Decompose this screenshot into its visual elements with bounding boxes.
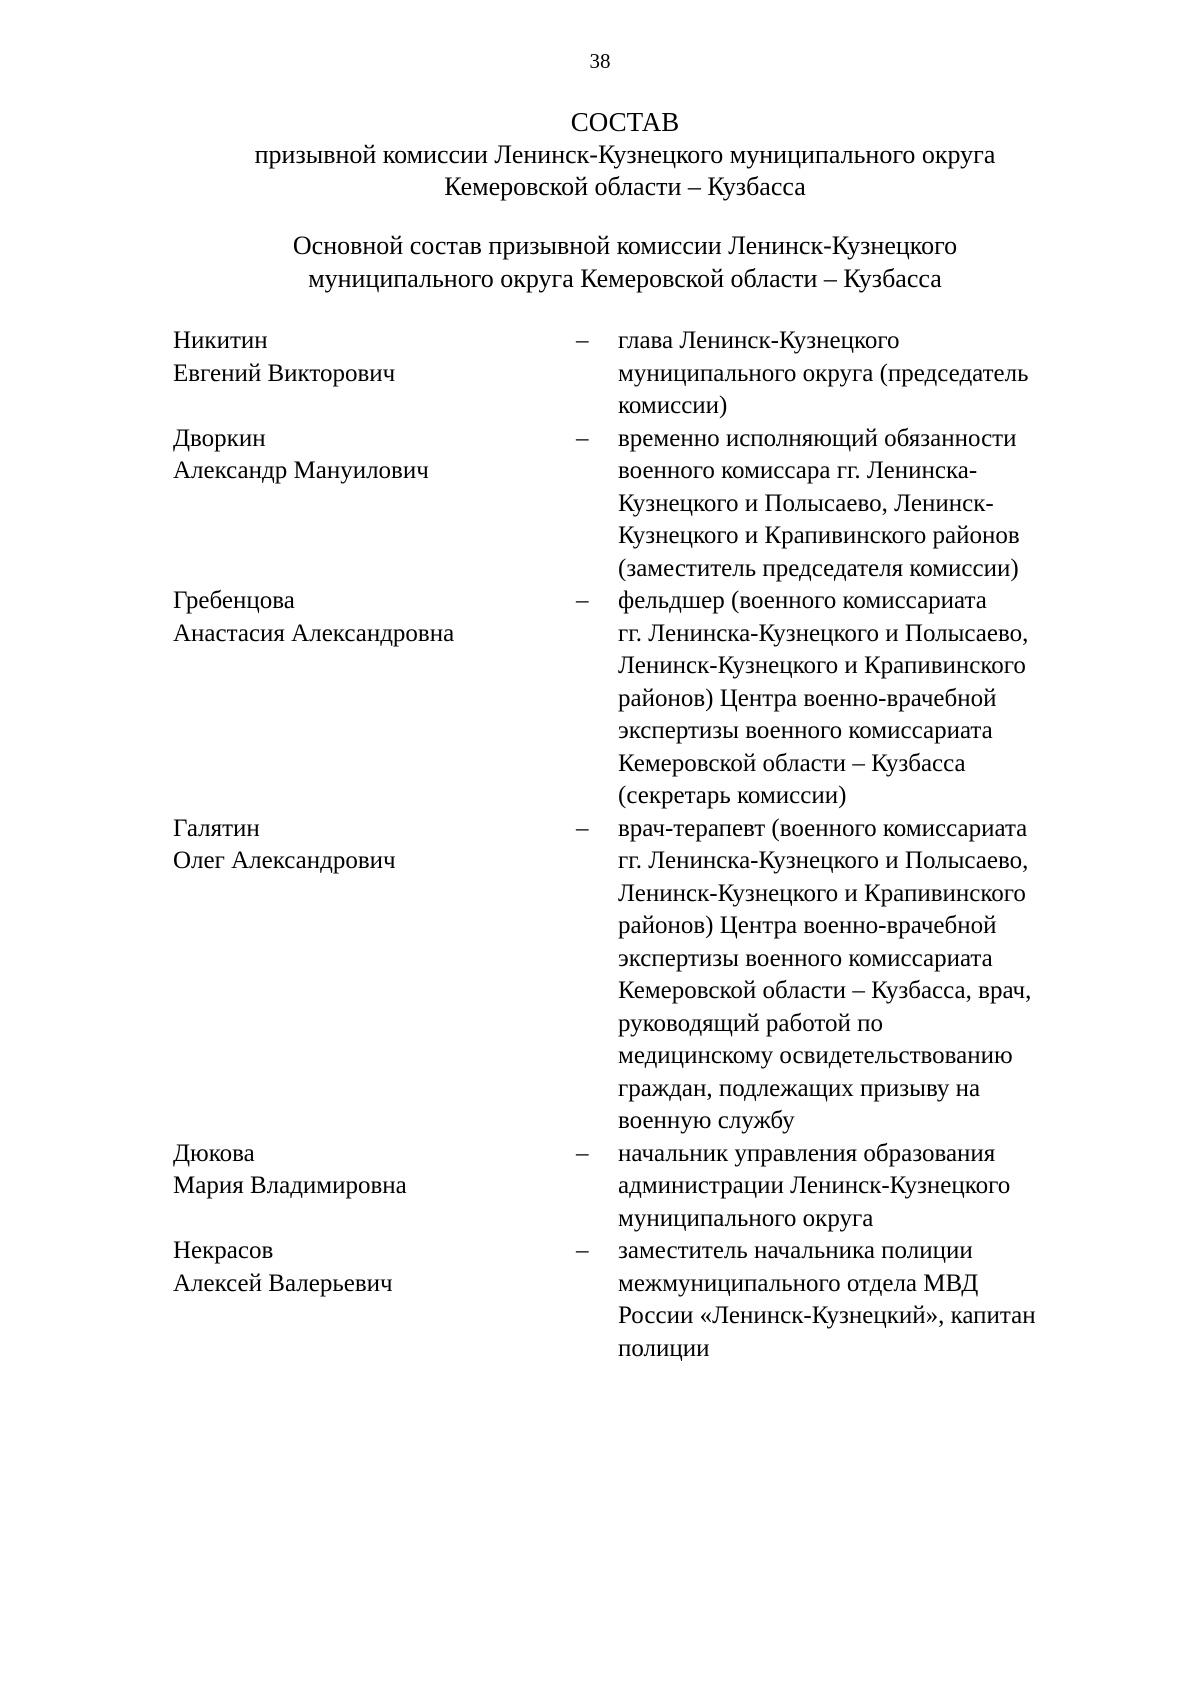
member-given-names: Мария Владимировна [173,1172,407,1199]
heading-line-2: Кемеровской области – Кузбасса [444,172,806,201]
role-line: полиции [618,1334,710,1362]
section-subheading [150,230,1100,295]
member-role [618,585,1098,813]
role-line: глава Ленинск-Кузнецкого [618,327,900,354]
subheading-line-2: муниципального округа Кемеровской области – Кузбасса [308,263,942,293]
role-line: Кемеровской области – Кузбасса [618,749,966,777]
role-line: (секретарь комиссии) [618,782,847,809]
role-line: гг. Ленинска-Кузнецкого и Полысаево, [618,619,1029,647]
role-line: Кемеровской области – Кузбасса, врач, [618,977,1032,1004]
role-line: России «Ленинск-Кузнецкий», капитан [618,1302,1036,1329]
member-name [173,1235,576,1300]
role-line: комиссии) [618,392,728,419]
role-line: медицинскому освидетельствованию [618,1042,1013,1069]
role-line: Ленинск-Кузнецкого и Крапивинского [618,879,1026,907]
dash-separator: – [576,1139,589,1167]
document-heading [150,106,1100,204]
member-list [173,325,1113,1365]
member-name [173,423,576,488]
dash-separator: – [576,327,589,354]
role-line: гг. Ленинска-Кузнецкого и Полысаево, [618,847,1029,874]
member-role [618,813,1098,1138]
role-line: районов) Центра военно-врачебной [618,684,997,712]
member-name [173,813,576,878]
role-line: заместитель начальника полиции [618,1237,973,1264]
role-line: экспертизы военного комиссариата [618,717,993,744]
member-entry [173,585,1113,813]
member-surname: Дворкин [173,424,266,452]
dash-separator: – [576,587,589,614]
member-entry [173,1235,1113,1365]
member-entry [173,325,1113,423]
member-entry [173,813,1113,1138]
dash-separator: – [576,814,589,842]
member-surname: Никитин [173,327,268,354]
role-line: временно исполняющий обязанности [618,424,1017,452]
member-surname: Дюкова [173,1139,255,1167]
member-given-names: Алексей Валерьевич [173,1269,393,1297]
member-surname: Галятин [173,814,260,842]
page-number: 38 [589,49,611,73]
member-entry [173,423,1113,586]
role-line: военную службу [618,1107,795,1134]
member-role [618,423,1098,586]
role-line: начальник управления образования [618,1139,996,1167]
member-name [173,585,576,650]
subheading-line-1: Основной состав призывной комиссии Ленинск-Кузнецкого [292,231,958,260]
role-line: межмуниципального отдела МВД [618,1269,979,1297]
role-line: Ленинск-Кузнецкого и Крапивинского [618,652,1026,679]
member-role [618,325,1098,423]
member-entry [173,1138,1113,1236]
role-line: фельдшер (военного комиссариата [618,587,987,614]
member-surname: Некрасов [173,1237,274,1264]
member-given-names: Анастасия Александровна [173,619,455,647]
role-line: муниципального округа (председатель [618,359,1029,387]
role-line: администрации Ленинск-Кузнецкого [618,1172,1011,1199]
role-line: граждан, подлежащих призыву на [618,1074,981,1102]
role-line: муниципального округа [618,1204,874,1232]
member-given-names: Евгений Викторович [173,359,396,387]
member-role [618,1235,1098,1365]
role-line: Кузнецкого и Крапивинского районов [618,522,1020,549]
member-surname: Гребенцова [173,587,295,614]
role-line: руководящий работой по [618,1009,884,1037]
member-name [173,325,576,390]
dash-separator: – [576,424,589,452]
role-line: врач-терапевт (военного комиссариата [618,814,1028,842]
heading-line-1: призывной комиссии Ленинск-Кузнецкого муниципального округа [254,139,996,169]
role-line: (заместитель председателя комиссии) [618,554,1019,582]
member-given-names: Александр Мануилович [173,457,429,484]
member-given-names: Олег Александрович [173,847,396,874]
member-name [173,1138,576,1203]
heading-title: СОСТАВ [570,107,680,137]
member-role [618,1138,1098,1236]
role-line: экспертизы военного комиссариата [618,944,993,972]
role-line: районов) Центра военно-врачебной [618,912,997,939]
dash-separator: – [576,1237,589,1264]
role-line: Кузнецкого и Полысаево, Ленинск- [618,489,994,517]
role-line: военного комиссара гг. Ленинска- [618,457,978,484]
